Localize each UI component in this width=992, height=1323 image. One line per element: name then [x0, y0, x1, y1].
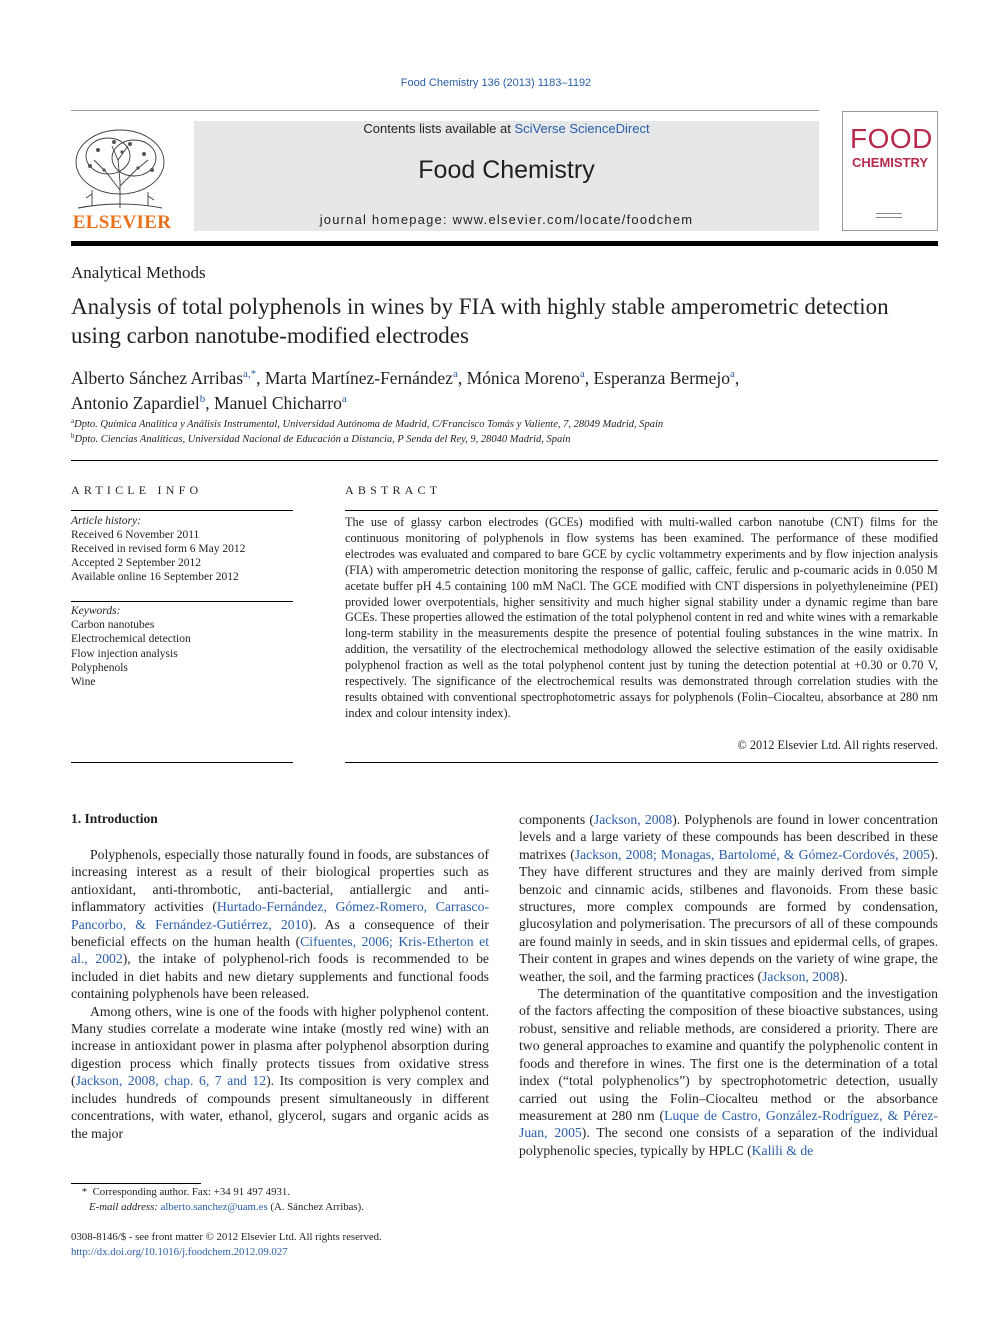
article-info-rule	[71, 510, 293, 511]
author-name: Antonio Zapardiel	[71, 393, 200, 413]
affiliation-text: Dpto. Química Analítica y Análisis Instrumental, Universidad Autónoma de Madrid, C/Francisco Tomás y Valiente, 7, 28049 Madrid, Spain	[74, 419, 664, 430]
affiliation-a	[71, 417, 931, 430]
history-label: Article history:	[71, 515, 141, 527]
body-text: Polyphenols, especially those naturally found in foods, are substances of increasing interest as a result of their biological properties such as antioxidant, anti-thrombotic, anti-bacterial, antiallergic and anti-inflammatory activities (	[71, 847, 489, 915]
citation-link[interactable]: Luque de Castro, González-Rodríguez, & Pérez-Juan, 2005	[519, 1107, 938, 1141]
corresponding-author-note: * Corresponding author. Fax: +34 91 497 4931.	[71, 1186, 291, 1198]
cover-title-chemistry: CHEMISTRY	[852, 155, 929, 170]
citation-link[interactable]: Jackson, 2008; Monagas, Bartolomé, & Gómez-Cordovés, 2005	[574, 846, 931, 862]
author-affiliation-marker[interactable]: a	[730, 368, 735, 380]
journal-citation[interactable]: Food Chemistry 136 (2013) 1183–1192	[400, 77, 592, 89]
body-text: The determination of the quantitative composition and the investigation of the factors affecting the composition of these bioactive substances, using robust, sensitive and reliable methods, are considered a priority. There are two general approaches to examine and quantify the polyphenolic content in foods and therefore in wines. The first one is the determination of a total index (“total polyphenolics”) by spectrophotometric detection, usually carried out using the Folin–Ciocalteu method or the absorbance measurement at 280 nm (	[519, 986, 938, 1123]
author-affiliation-marker[interactable]: a	[579, 368, 585, 380]
issn-line: 0308-8146/$ - see front matter © 2012 Elsevier Ltd. All rights reserved.	[71, 1231, 382, 1243]
affiliation-marker: b	[71, 432, 75, 440]
citation-link[interactable]: Cifuentes, 2006; Kris-Etherton et al., 2002	[71, 934, 490, 967]
keyword: Carbon nanotubes	[71, 619, 155, 631]
email-label: E-mail address:	[89, 1201, 158, 1213]
email-owner: (A. Sánchez Arribas).	[270, 1201, 364, 1213]
article-info-end-rule	[71, 762, 293, 763]
body-text: ). As a consequence of their beneficial effects on the human health (	[71, 916, 489, 950]
sciencedirect-link[interactable]: SciVerse ScienceDirect	[514, 121, 650, 136]
body-paragraph	[519, 985, 938, 1159]
email-note	[71, 1200, 489, 1215]
author-name: Esperanza Bermejo	[593, 368, 731, 388]
corresponding-text: Corresponding author. Fax: +34 91 497 4931.	[92, 1186, 291, 1198]
header-divider	[71, 110, 819, 111]
body-text: ).	[839, 968, 848, 984]
abstract-rule	[345, 510, 938, 511]
section-label: Analytical Methods	[71, 263, 206, 282]
body-text: ). The second one consists of a separation of the individual polyphenolic species, typically by HPLC (	[519, 1125, 938, 1158]
doi-link[interactable]: http://dx.doi.org/10.1016/j.foodchem.2012.09.027	[71, 1246, 288, 1258]
abstract-text: The use of glassy carbon electrodes (GCEs) modified with multi-walled carbon nanotube (CNT) films for the continuous monitoring of polyphenols in flow systems has been examined. The performance of these modified electrodes was evaluated and compared to bare GCE by cyclic voltammetry experiments and by flow injection analysis (FIA) with amperometric detection monitoring the response of gallic, caffeic, ferulic and p-coumaric acids in 0.050 M acetate buffer pH 4.5 containing 100 mM NaCl. The GCE modified with CNT dispersions in polyethyleneimine (PEI) provided lower overpotentials, higher sensitivity and much higher signal stability under a dynamic regime than bare GCEs. These properties allowed the estimation of the total polyphenol content in red and white wines with a remarkable long-term stability in the measurements despite the presence of potential fouling substances in the wine matrix. In addition, the versatility of the electrochemical methodology allowed the selective estimation of the easily oxidisable polyphenol fraction as well as the total polyphenol content just by tuning the detection potential at +0.30 or 0.70 V, respectively. The significance of the electrochemical results was demonstrated through correlation studies with the results obtained with conventional spectrophotometric assays for polyphenols (Folin–Ciocalteu, absorbance at 280 nm index and colour intensity index).	[345, 515, 938, 720]
header-thick-rule	[71, 241, 938, 246]
history-received: Received 6 November 2011	[71, 529, 200, 541]
affiliation-marker: a	[71, 417, 75, 425]
author-affiliation-marker[interactable]: b	[199, 393, 206, 405]
keyword: Electrochemical detection	[71, 633, 191, 645]
footnote	[71, 1185, 489, 1215]
body-paragraph	[519, 811, 938, 985]
cover-title-food: FOOD	[850, 123, 933, 154]
citation-link[interactable]: Kalili & de	[751, 1142, 814, 1158]
introduction-heading: 1. Introduction	[71, 811, 158, 826]
author-affiliation-marker[interactable]: a	[341, 393, 347, 405]
citation-link[interactable]: Jackson, 2008, chap. 6, 7 and 12	[75, 1073, 267, 1089]
journal-title: Food Chemistry	[418, 156, 595, 184]
keywords-rule	[71, 601, 293, 602]
body-text: ). Its composition is very complex and includes hundreds of compounds present simultaneously in different concentrations, with water, ethanol, glycerol, sugars and organic acids as the major	[71, 1073, 489, 1141]
issn-block	[71, 1230, 382, 1260]
citation-link[interactable]: Jackson, 2008	[762, 968, 840, 984]
author-list: Alberto Sánchez Arribas$^{a,*}$, Marta Martínez-Fernández$^a$, Mónica Moreno$^a$, Esperanza Bermejo$^a$, Antonio Zapardiel$^b$, Manuel Chicharro$^a$	[71, 368, 740, 413]
citation-link[interactable]: Jackson, 2008	[593, 812, 673, 827]
homepage-url[interactable]: www.elsevier.com/locate/foodchem	[452, 212, 694, 227]
body-text: Among others, wine is one of the foods with higher polyphenol content. Many studies correlate a moderate wine intake (mostly red wine) with an increase in antioxidant power in plasma after polyphenol absorption during digestion process which finally protects tissues from oxidative stress (	[71, 1003, 489, 1089]
author-affiliation-marker[interactable]: a,*	[243, 368, 257, 380]
body-paragraph	[71, 1003, 489, 1142]
article-info-heading: ARTICLE INFO	[71, 483, 203, 497]
body-text: ). They have different structures and they are mainly derived from simple benzoic and cinnamic acids, stilbenes and flavonoids. From these basic structures, more complex compounds are formed by condensation, glucosylation and polymerisation. The precursors of all of these compounds are found mainly in seeds, and in skin tissues and epidermal cells, of grapes. Their content in grapes and wines depends on the variety of wine grape, the weather, the soil, and the farming practices (	[519, 846, 938, 984]
keyword: Flow injection analysis	[71, 648, 178, 660]
body-column-right	[519, 811, 938, 1159]
keyword: Polyphenols	[71, 662, 128, 674]
body-paragraph	[71, 846, 489, 1003]
keywords-label: Keywords:	[71, 605, 121, 617]
author-name: Alberto Sánchez Arribas	[71, 368, 244, 388]
history-online: Available online 16 September 2012	[71, 571, 239, 583]
author-name: Manuel Chicharro	[214, 393, 342, 413]
contents-prefix: Contents lists available at	[363, 121, 515, 136]
affiliation-b	[71, 432, 931, 445]
body-text: components (	[519, 812, 594, 827]
journal-homepage	[194, 212, 819, 227]
cover-decoration	[876, 213, 902, 218]
keyword: Wine	[71, 676, 96, 688]
author-name: Mónica Moreno	[466, 368, 580, 388]
body-column-left	[71, 846, 489, 1142]
author-affiliation-marker[interactable]: a	[452, 368, 458, 380]
copyright-notice: © 2012 Elsevier Ltd. All rights reserved.	[737, 738, 938, 752]
citation-link[interactable]: Hurtado-Fernández, Gómez-Romero, Carrasco-Pancorbo, & Fernández-Gutiérrez, 2010	[71, 899, 490, 932]
abstract-end-rule	[345, 762, 938, 763]
body-text: ). Polyphenols are found in lower concentration levels and a large variety of these compounds has been described in these matrixes (	[519, 812, 938, 862]
affiliation-text: Dpto. Ciencias Analíticas, Universidad Nacional de Educación a Distancia, P Senda del Rey, 9, 28040 Madrid, Spain	[74, 434, 571, 445]
body-text: ), the intake of polyphenol-rich foods is recommended to be included in diet habits and new dietary supplements and functional foods containing polyphenols have been released.	[71, 951, 489, 1002]
abstract-heading: ABSTRACT	[345, 483, 442, 497]
email-link[interactable]: alberto.sanchez@uam.es	[160, 1201, 268, 1213]
history-accepted: Accepted 2 September 2012	[71, 557, 201, 569]
author-name: Marta Martínez-Fernández	[264, 368, 453, 388]
contents-availability	[194, 121, 819, 136]
paper-title: Analysis of total polyphenols in wines by FIA with highly stable amperometric detection using carbon nanotube-modified electrodes	[71, 294, 889, 348]
affiliation-divider	[71, 460, 938, 461]
footnote-rule	[71, 1183, 201, 1184]
elsevier-wordmark: ELSEVIER	[72, 212, 172, 233]
history-revised: Received in revised form 6 May 2012	[71, 543, 246, 555]
homepage-prefix: journal homepage:	[319, 212, 453, 227]
